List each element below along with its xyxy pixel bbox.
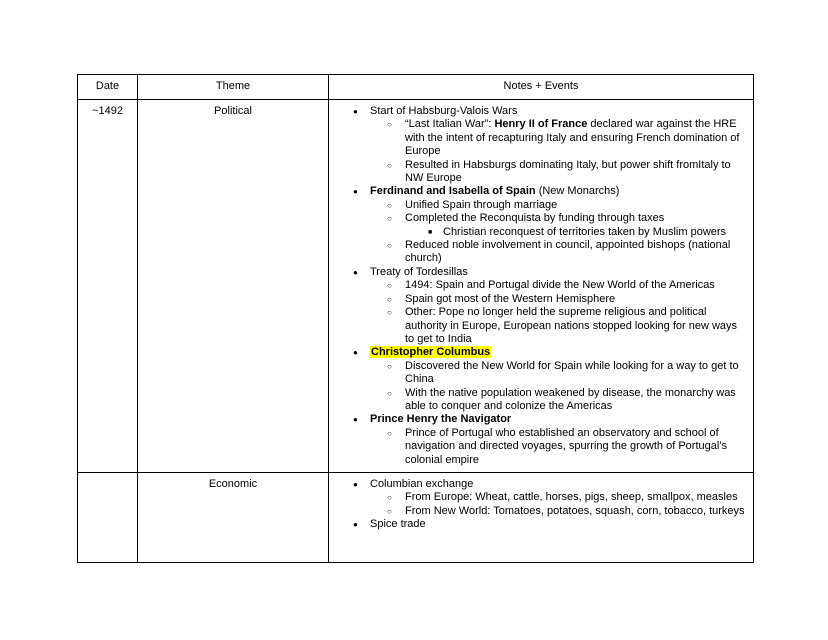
filled-bullet-icon: ● <box>353 479 358 489</box>
text-segment: Unified Spain through marriage <box>405 198 558 211</box>
hollow-bullet-icon: ○ <box>387 388 392 398</box>
note-text <box>370 413 749 426</box>
text-segment: Columbian exchange <box>370 477 474 490</box>
note-item <box>329 118 749 158</box>
filled-bullet-icon: ● <box>353 267 358 277</box>
note-item <box>329 212 749 225</box>
note-item <box>329 279 749 292</box>
note-text <box>405 360 749 387</box>
text-segment: (New Monarchs) <box>535 185 620 198</box>
note-item <box>329 478 749 491</box>
note-item <box>329 518 749 531</box>
note-text <box>405 118 749 158</box>
hollow-bullet-icon: ○ <box>387 294 392 304</box>
note-item <box>329 293 749 306</box>
hollow-bullet-icon: ○ <box>387 120 392 130</box>
text-segment: From New World: Tomatoes, potatoes, squash, corn, tobacco, turkeys <box>405 504 745 517</box>
theme-cell <box>138 100 329 473</box>
text-segment: Christian reconquest of territories taken by Muslim powers <box>443 225 727 238</box>
filled-bullet-icon: ● <box>353 107 358 116</box>
text-segment: Reduced noble involvement in council, appointed bishops (national church) <box>405 239 731 265</box>
hollow-bullet-icon: ○ <box>387 361 392 371</box>
column-header-theme: Theme <box>138 75 329 100</box>
text-segment: Resulted in Habsburgs dominating Italy, but power shift fromItaly to NW Europe <box>405 158 731 185</box>
text-segment: Treaty of Tordesillas <box>370 265 468 278</box>
note-item <box>329 387 749 414</box>
notes-cell <box>329 100 754 473</box>
note-text <box>370 518 749 531</box>
note-text <box>370 346 749 359</box>
note-text <box>370 266 749 279</box>
date-cell <box>78 100 138 473</box>
text-segment: Other: Pope no longer held the supreme religious and political authority in Europe, European nations stopped looking for new ways to get to India <box>405 306 738 345</box>
hollow-bullet-icon: ○ <box>387 160 392 170</box>
filled-bullet-icon: ● <box>353 520 358 530</box>
text-segment: Discovered the New World for Spain while looking for a way to get to China <box>405 359 739 386</box>
note-text <box>405 491 749 504</box>
note-text <box>405 293 749 306</box>
text-segment: Spice trade <box>370 518 426 531</box>
hollow-bullet-icon: ○ <box>387 200 392 210</box>
filled-bullet-icon: ● <box>353 187 358 197</box>
note-item <box>329 226 749 239</box>
theme-value: Economic <box>208 477 258 490</box>
theme-cell <box>138 472 329 562</box>
note-text <box>405 199 749 212</box>
note-item <box>329 105 749 118</box>
note-item <box>329 266 749 279</box>
filled-bullet-icon: ● <box>353 348 358 358</box>
note-text <box>443 226 749 239</box>
text-segment: Spain got most of the Western Hemisphere <box>405 292 616 305</box>
note-text <box>405 427 749 467</box>
note-text <box>405 279 749 292</box>
note-item <box>329 185 749 198</box>
text-segment: declared war against the HRE with the intent of recapturing Italy and ensuring French domination of Europe <box>405 118 740 158</box>
note-text <box>405 159 749 186</box>
text-segment: Prince of Portugal who established an observatory and school of navigation and directed voyages, spurring the growth of Portugal’s colonial empire <box>405 426 728 466</box>
text-segment: From Europe: Wheat, cattle, horses, pigs, sheep, smallpox, measles <box>405 491 738 504</box>
notes-table <box>77 74 754 563</box>
note-item <box>329 239 749 266</box>
table-row <box>78 472 754 562</box>
note-text <box>405 239 749 266</box>
filled-bullet-icon: ● <box>353 415 358 425</box>
table-row <box>78 100 754 473</box>
hollow-bullet-icon: ○ <box>387 493 392 503</box>
note-text <box>405 306 749 346</box>
note-item <box>329 413 749 426</box>
note-item <box>329 427 749 467</box>
note-item <box>329 346 749 359</box>
note-item <box>329 159 749 186</box>
note-text <box>405 212 749 225</box>
hollow-bullet-icon: ○ <box>387 241 392 251</box>
column-header-notes: Notes + Events <box>329 75 754 100</box>
text-segment: Completed the Reconquista by funding through taxes <box>405 212 665 225</box>
hollow-bullet-icon: ○ <box>387 308 392 318</box>
note-text <box>405 387 749 414</box>
note-item <box>329 199 749 212</box>
date-value: ~1492 <box>92 105 123 117</box>
table-header-row <box>78 75 754 100</box>
date-cell <box>78 472 138 562</box>
note-text <box>370 478 749 491</box>
hollow-bullet-icon: ○ <box>387 428 392 438</box>
column-header-date: Date <box>78 75 138 100</box>
text-segment: “Last Italian War”: <box>405 118 495 131</box>
square-bullet-icon: ■ <box>428 228 433 236</box>
theme-value: Political <box>214 105 252 117</box>
hollow-bullet-icon: ○ <box>387 281 392 291</box>
note-item <box>329 306 749 346</box>
note-text <box>370 105 749 118</box>
text-segment: Start of Habsburg-Valois Wars <box>370 105 518 117</box>
note-item <box>329 505 749 518</box>
text-segment: Ferdinand and Isabella of Spain <box>370 185 536 198</box>
text-segment: With the native population weakened by disease, the monarchy was able to conquer and colonize the Americas <box>405 386 736 412</box>
hollow-bullet-icon: ○ <box>387 506 392 516</box>
note-item <box>329 360 749 387</box>
table-body <box>78 100 754 563</box>
text-segment: Prince Henry the Navigator <box>370 413 512 426</box>
text-segment: 1494: Spain and Portugal divide the New World of the Americas <box>405 279 715 292</box>
note-text <box>405 505 749 518</box>
note-text <box>370 185 749 198</box>
text-segment: Henry II of France <box>494 118 588 131</box>
note-item <box>329 491 749 504</box>
hollow-bullet-icon: ○ <box>387 214 392 224</box>
highlighted-text: Christopher Columbus <box>371 346 491 359</box>
notes-cell <box>329 472 754 562</box>
